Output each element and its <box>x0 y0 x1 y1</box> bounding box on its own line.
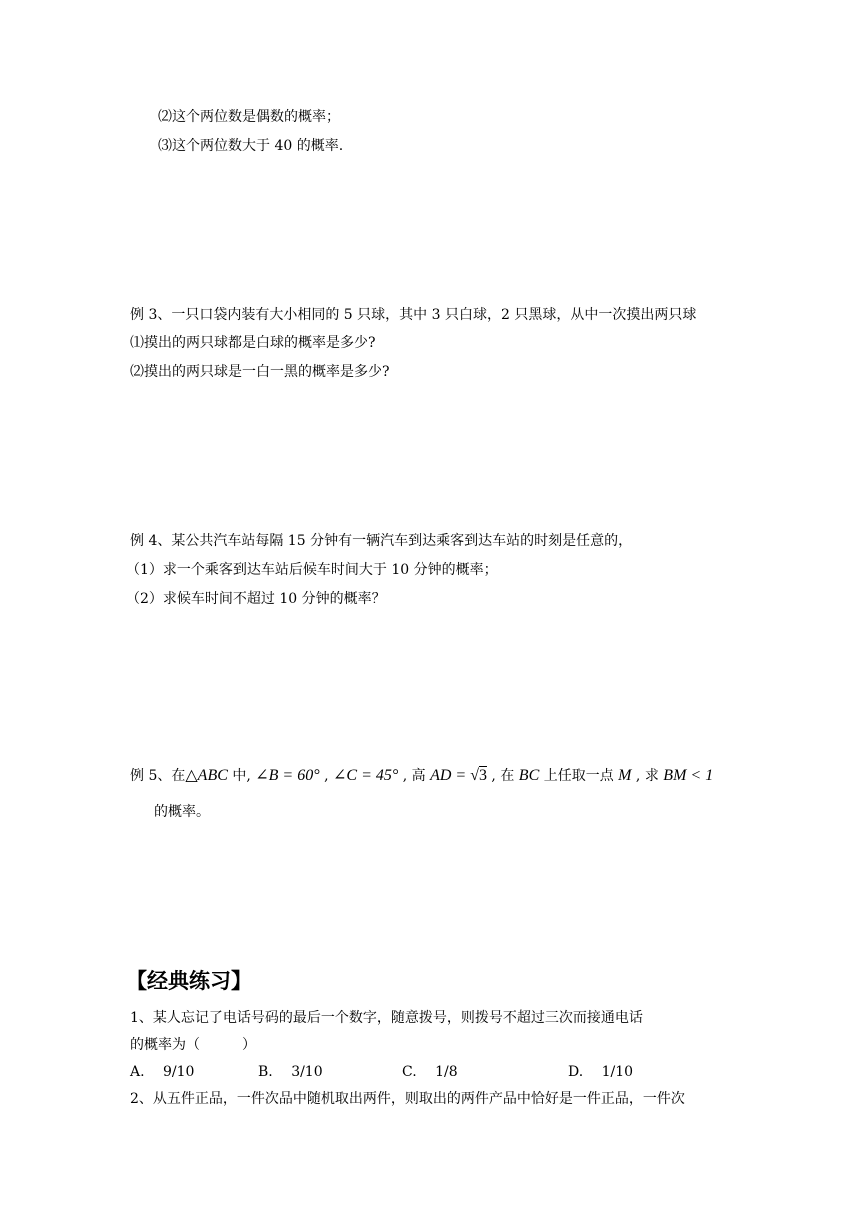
example5-angle-c: ∠C = 45° <box>332 767 399 784</box>
example5-bc: BC <box>518 767 540 784</box>
example3-q2: ⑵摸出的两只球是一白一黑的概率是多少? <box>130 364 390 380</box>
example5-text1: 中, <box>227 768 256 784</box>
example5-text6: , 求 <box>631 768 664 784</box>
example5-prefix: 例 5、在 <box>130 768 186 784</box>
example4-q1: （1）求一个乘客到达车站后候车时间大于 10 分钟的概率； <box>126 562 498 578</box>
example5-text2: , <box>319 768 333 784</box>
practice-q1-option-a: A. 9/10 <box>130 1064 195 1080</box>
practice-heading: 【经典练习】 <box>126 968 252 993</box>
practice-q1-line1: 1、某人忘记了电话号码的最后一个数字，随意拨号，则拨号不超过三次而接通电话 <box>130 1010 643 1026</box>
section1-item3: ⑶这个两位数大于 40 的概率. <box>158 138 344 154</box>
example5-text5: 上任取一点 <box>539 768 619 784</box>
practice-q2-line1: 2、从五件正品，一件次品中随机取出两件，则取出的两件产品中恰好是一件正品，一件次 <box>130 1091 685 1107</box>
practice-q1-option-b: B. 3/10 <box>258 1064 323 1080</box>
sqrt-icon: √ <box>470 767 479 784</box>
example5-m: M <box>618 767 632 784</box>
practice-q1-line2: 的概率为（ ） <box>130 1037 256 1053</box>
example5-angle-b: ∠B = 60° <box>255 767 320 784</box>
example3-stem: 例 3、一只口袋内装有大小相同的 5 只球，其中 3 只白球，2 只黑球，从中一次摸出两只球 <box>130 307 697 323</box>
example5-line1 <box>130 766 713 786</box>
example5-line2: 的概率。 <box>154 804 210 820</box>
example5-text3: , 高 <box>398 768 431 784</box>
example5-sqrt3: 3 <box>478 767 487 784</box>
example5-inequality: BM < 1 <box>663 767 714 784</box>
practice-q1-option-d: D. 1/10 <box>568 1064 634 1080</box>
example5-triangle: △ABC <box>185 767 228 784</box>
example3-q1: ⑴摸出的两只球都是白球的概率是多少? <box>130 335 376 351</box>
example4-q2: （2）求候车时间不超过 10 分钟的概率？ <box>126 591 386 607</box>
example5-text4: , 在 <box>486 768 519 784</box>
example4-stem: 例 4、某公共汽车站每隔 15 分钟有一辆汽车到达乘客到达车站的时刻是任意的， <box>130 533 633 549</box>
practice-q1-option-c: C. 1/8 <box>402 1064 458 1080</box>
example5-ad: AD = <box>430 767 471 784</box>
section1-item2: ⑵这个两位数是偶数的概率； <box>158 109 340 125</box>
